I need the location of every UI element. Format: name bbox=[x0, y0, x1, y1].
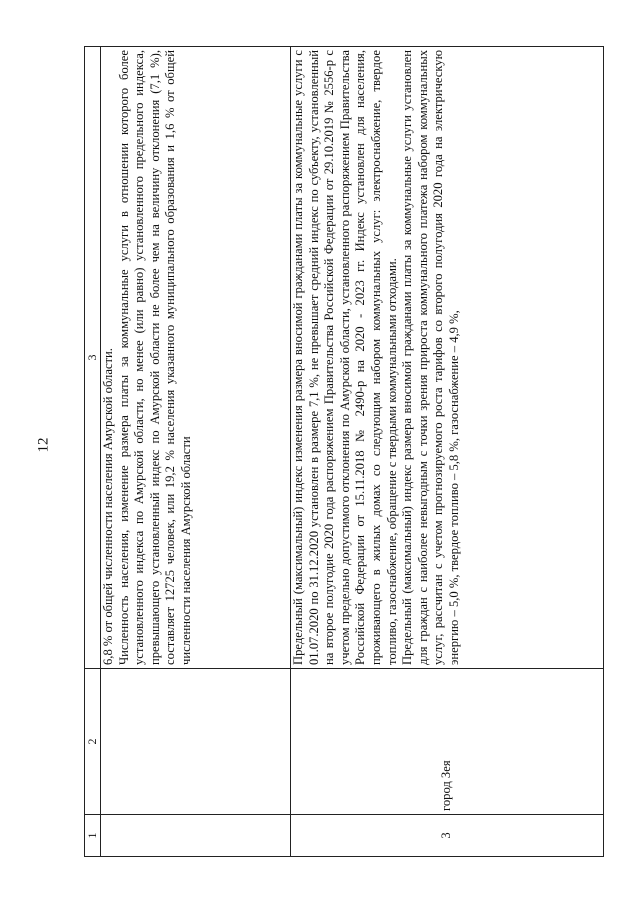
row-continued-paragraph-2: Численность населения, изменение размера платы за коммунальные услуги в отношении которого более установленного индекса по Амурской области, но менее (или равно) установленного предельного индекса, превышающего установленный индекс по Амурской области не более чем на величину отклонения (7,1 %), составляет 12725 человек, или 19,2 % населения указанного муниципального образования и 1,6 % от общей численности населения Амурской области bbox=[116, 50, 193, 665]
table-row-continued bbox=[101, 47, 291, 857]
row-continued-paragraph-1: 6,8 % от общей численности населения Амурской области. bbox=[101, 348, 115, 665]
row-continued-municipality-cell bbox=[101, 669, 291, 815]
row-continued-text-cell bbox=[101, 47, 291, 669]
row-continued-number-cell bbox=[101, 815, 291, 857]
row-number-cell: 3 bbox=[291, 815, 604, 857]
municipality-name-cell: город Зея bbox=[291, 669, 604, 815]
document-table bbox=[84, 46, 604, 857]
table-row bbox=[291, 47, 604, 857]
table-header-row bbox=[85, 47, 101, 857]
row-paragraph-1: Предельный (максимальный) индекс изменения размера вносимой гражданами платы за коммунальные услуги с 01.07.2020 по 31.12.2020 установлен в размере 7,1 %, не превышает средний индекс по субъекту, установленный на второе полугодие 2020 года распоряжением Правительства Российской Федерации от 29.10.2019 № 2556-р с учетом предельно допустимого отклонения по Амурской области, установленного распоряжением Правительства Российской Федерации от 15.11.2018 № 2490-р на 2020 - 2023 гг. Индекс установлен для населения, проживающего в жилых домах со следующим набором коммунальных услуг: электроснабжение, твердое топливо, газоснабжение, обращение с твердыми коммунальными отходами. bbox=[291, 50, 399, 665]
row-paragraph-2: Предельный (максимальный) индекс размера вносимой гражданами платы за коммунальные услуги установлен для граждан с наиболее невыгодным с точки зрения прироста коммунального платежа набором коммунальных услуг, рассчитан с учетом прогнозируемого роста тарифов со второго полугодия 2020 года на электрическую энергию – 5,0 %, твердое топливо – 5,8 %, газоснабжение – 4,9 %, bbox=[400, 50, 461, 665]
page-number: 12 bbox=[35, 437, 52, 453]
header-col-1: 1 bbox=[85, 815, 101, 857]
header-col-2: 2 bbox=[85, 669, 101, 815]
document-sheet bbox=[84, 47, 604, 857]
row-text-cell bbox=[291, 47, 604, 669]
header-col-3: 3 bbox=[85, 47, 101, 669]
